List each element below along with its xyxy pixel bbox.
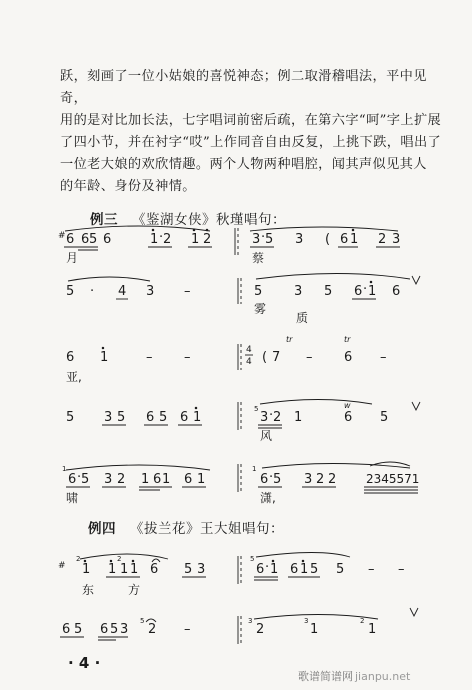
svg-text:6: 6 bbox=[340, 232, 349, 247]
lyric: 啸 bbox=[66, 491, 79, 505]
svg-text:6: 6 bbox=[260, 472, 269, 487]
svg-text:1: 1 bbox=[82, 562, 91, 577]
svg-text:6: 6 bbox=[62, 622, 71, 637]
svg-text:5: 5 bbox=[273, 472, 282, 487]
svg-text:2: 2 bbox=[360, 617, 365, 625]
example-title: 《拔兰花》王大姐唱句： bbox=[130, 521, 284, 537]
paragraph-line: 了四小节，并在衬字“哎”上作同音自由反复，上挑下跌，唱出了 bbox=[60, 135, 442, 150]
svg-text:5: 5 bbox=[324, 284, 333, 299]
svg-text:2: 2 bbox=[203, 232, 212, 247]
lyric: 质 bbox=[296, 311, 309, 325]
svg-text:5: 5 bbox=[81, 472, 90, 487]
svg-text:5: 5 bbox=[74, 622, 83, 637]
svg-text:5: 5 bbox=[250, 555, 255, 563]
lyric: 东 bbox=[82, 583, 97, 597]
svg-text:·: · bbox=[90, 284, 95, 299]
svg-text:3: 3 bbox=[104, 410, 113, 425]
svg-text:–: – bbox=[398, 562, 405, 577]
svg-text:6: 6 bbox=[256, 562, 265, 577]
svg-text:6: 6 bbox=[103, 232, 112, 247]
svg-text:3: 3 bbox=[120, 622, 129, 637]
svg-text:5: 5 bbox=[110, 622, 119, 637]
svg-text:6: 6 bbox=[344, 410, 353, 425]
svg-text:6: 6 bbox=[290, 562, 299, 577]
svg-text:7: 7 bbox=[272, 350, 281, 365]
svg-text:2345571: 2345571 bbox=[366, 472, 420, 486]
svg-text:3: 3 bbox=[304, 617, 309, 625]
svg-text:3: 3 bbox=[104, 472, 113, 487]
svg-text:4: 4 bbox=[118, 284, 127, 299]
paragraph-line: 的年龄、身份及神情。 bbox=[60, 179, 196, 194]
svg-text:1: 1 bbox=[150, 232, 159, 247]
svg-text:1: 1 bbox=[120, 562, 129, 577]
svg-text:1: 1 bbox=[368, 622, 377, 637]
svg-text:2: 2 bbox=[273, 410, 282, 425]
meter-denominator: 4 bbox=[246, 357, 252, 367]
example-label: 例四 bbox=[88, 521, 116, 537]
svg-text:·: · bbox=[363, 282, 368, 297]
lyric: 亚, bbox=[66, 370, 82, 384]
svg-text:5: 5 bbox=[336, 562, 345, 577]
svg-text:6: 6 bbox=[66, 350, 75, 365]
svg-text:1: 1 bbox=[368, 284, 377, 299]
svg-text:–: – bbox=[380, 350, 387, 365]
svg-text:1: 1 bbox=[108, 562, 117, 577]
svg-text:–: – bbox=[368, 562, 375, 577]
svg-text:5: 5 bbox=[66, 284, 75, 299]
svg-text:1: 1 bbox=[350, 232, 359, 247]
svg-text:5: 5 bbox=[380, 410, 389, 425]
svg-text:5: 5 bbox=[310, 562, 319, 577]
paragraph-line: 跃，刻画了一位小姑娘的喜悦神态；例二取滑稽唱法，平中见奇， bbox=[60, 69, 427, 106]
svg-text:6: 6 bbox=[68, 472, 77, 487]
svg-text:3: 3 bbox=[260, 410, 269, 425]
svg-text:·: · bbox=[261, 230, 266, 245]
score-lines bbox=[102, 344, 253, 370]
svg-text:2: 2 bbox=[76, 555, 81, 563]
trill-mark: tr bbox=[344, 335, 351, 344]
svg-text:5: 5 bbox=[140, 617, 145, 625]
svg-text:6: 6 bbox=[146, 410, 155, 425]
svg-text:3: 3 bbox=[294, 284, 303, 299]
svg-text:5: 5 bbox=[66, 410, 75, 425]
svg-text:1: 1 bbox=[191, 232, 200, 247]
svg-text:·: · bbox=[265, 560, 270, 575]
svg-text:(: ( bbox=[325, 232, 331, 247]
svg-text:6: 6 bbox=[344, 350, 353, 365]
svg-text:(: ( bbox=[262, 350, 268, 365]
key-sharp-sign: # bbox=[58, 561, 66, 571]
svg-text:1: 1 bbox=[294, 410, 303, 425]
svg-text:3: 3 bbox=[392, 232, 401, 247]
svg-text:3: 3 bbox=[197, 562, 206, 577]
lyric: 蔡 bbox=[252, 251, 265, 265]
paragraph-line: 用的是对比加长法，七字唱词前密后疏，在第六字“呵”字上扩展 bbox=[60, 113, 442, 128]
svg-text:1: 1 bbox=[300, 562, 309, 577]
example-title: 《鉴湖女侠》秋瑾唱句： bbox=[132, 212, 286, 228]
lyric: 雾 bbox=[254, 302, 267, 316]
svg-text:1: 1 bbox=[270, 562, 279, 577]
svg-text:5: 5 bbox=[254, 405, 259, 413]
svg-text:2: 2 bbox=[378, 232, 387, 247]
svg-text:·: · bbox=[269, 408, 274, 423]
score-system bbox=[66, 335, 387, 384]
key-sharp-sign: # bbox=[58, 231, 66, 241]
svg-text:6: 6 bbox=[81, 232, 90, 247]
svg-text:3: 3 bbox=[252, 232, 261, 247]
svg-text:1: 1 bbox=[193, 410, 202, 425]
svg-text:6: 6 bbox=[150, 562, 159, 577]
svg-text:1: 1 bbox=[141, 472, 150, 487]
svg-text:–: – bbox=[184, 622, 191, 637]
svg-text:1: 1 bbox=[162, 472, 171, 487]
svg-text:6: 6 bbox=[354, 284, 363, 299]
svg-text:6: 6 bbox=[153, 472, 162, 487]
svg-text:·: · bbox=[269, 470, 274, 485]
watermark-text: 歌谱简谱网 bbox=[298, 670, 353, 683]
svg-text:–: – bbox=[184, 284, 191, 299]
svg-text:1: 1 bbox=[62, 465, 67, 473]
svg-text:6: 6 bbox=[392, 284, 401, 299]
lyric: 方 bbox=[128, 583, 141, 597]
svg-text:·: · bbox=[77, 470, 82, 485]
svg-text:3: 3 bbox=[295, 232, 304, 247]
paragraph-line: 一位老大娘的欢欣情趣。两个人物两种唱腔，闻其声似见其人 bbox=[60, 157, 427, 172]
trill-mark: tr bbox=[286, 335, 293, 344]
svg-text:2: 2 bbox=[256, 622, 265, 637]
svg-text:1: 1 bbox=[130, 562, 139, 577]
score-system bbox=[66, 282, 400, 325]
site-watermark bbox=[298, 668, 410, 684]
svg-text:1: 1 bbox=[197, 472, 206, 487]
svg-text:2: 2 bbox=[148, 622, 157, 637]
svg-text:3: 3 bbox=[248, 617, 253, 625]
svg-text:2: 2 bbox=[117, 472, 126, 487]
svg-text:2: 2 bbox=[328, 472, 337, 487]
svg-text:3: 3 bbox=[304, 472, 313, 487]
score-system bbox=[62, 617, 376, 637]
score-system bbox=[66, 401, 388, 443]
svg-text:5: 5 bbox=[159, 410, 168, 425]
svg-text:3: 3 bbox=[146, 284, 155, 299]
lyric: 风 bbox=[260, 429, 273, 443]
lyric: 潇, bbox=[260, 491, 276, 505]
lyric: 月 bbox=[66, 251, 79, 265]
svg-text:–: – bbox=[306, 350, 313, 365]
svg-text:5: 5 bbox=[254, 284, 263, 299]
svg-text:w: w bbox=[344, 401, 351, 410]
svg-text:·: · bbox=[159, 230, 164, 245]
svg-text:5: 5 bbox=[265, 232, 274, 247]
svg-text:6: 6 bbox=[180, 410, 189, 425]
svg-text:5: 5 bbox=[89, 232, 98, 247]
score-system bbox=[58, 230, 400, 265]
example-label: 例三 bbox=[90, 212, 118, 228]
svg-text:2: 2 bbox=[117, 555, 122, 563]
svg-text:1: 1 bbox=[252, 465, 257, 473]
svg-text:1: 1 bbox=[100, 350, 109, 365]
page-number: · 4 · bbox=[68, 654, 101, 672]
svg-text:1: 1 bbox=[310, 622, 319, 637]
svg-text:6: 6 bbox=[184, 472, 193, 487]
svg-text:6: 6 bbox=[100, 622, 109, 637]
svg-text:2: 2 bbox=[163, 232, 172, 247]
svg-text:2: 2 bbox=[316, 472, 325, 487]
svg-text:5: 5 bbox=[117, 410, 126, 425]
svg-text:5: 5 bbox=[184, 562, 193, 577]
meter-numerator: 4 bbox=[246, 345, 252, 355]
watermark-url: jianpu.net bbox=[355, 670, 411, 683]
svg-text:–: – bbox=[184, 350, 191, 365]
svg-text:6: 6 bbox=[66, 232, 75, 247]
svg-text:–: – bbox=[146, 350, 153, 365]
